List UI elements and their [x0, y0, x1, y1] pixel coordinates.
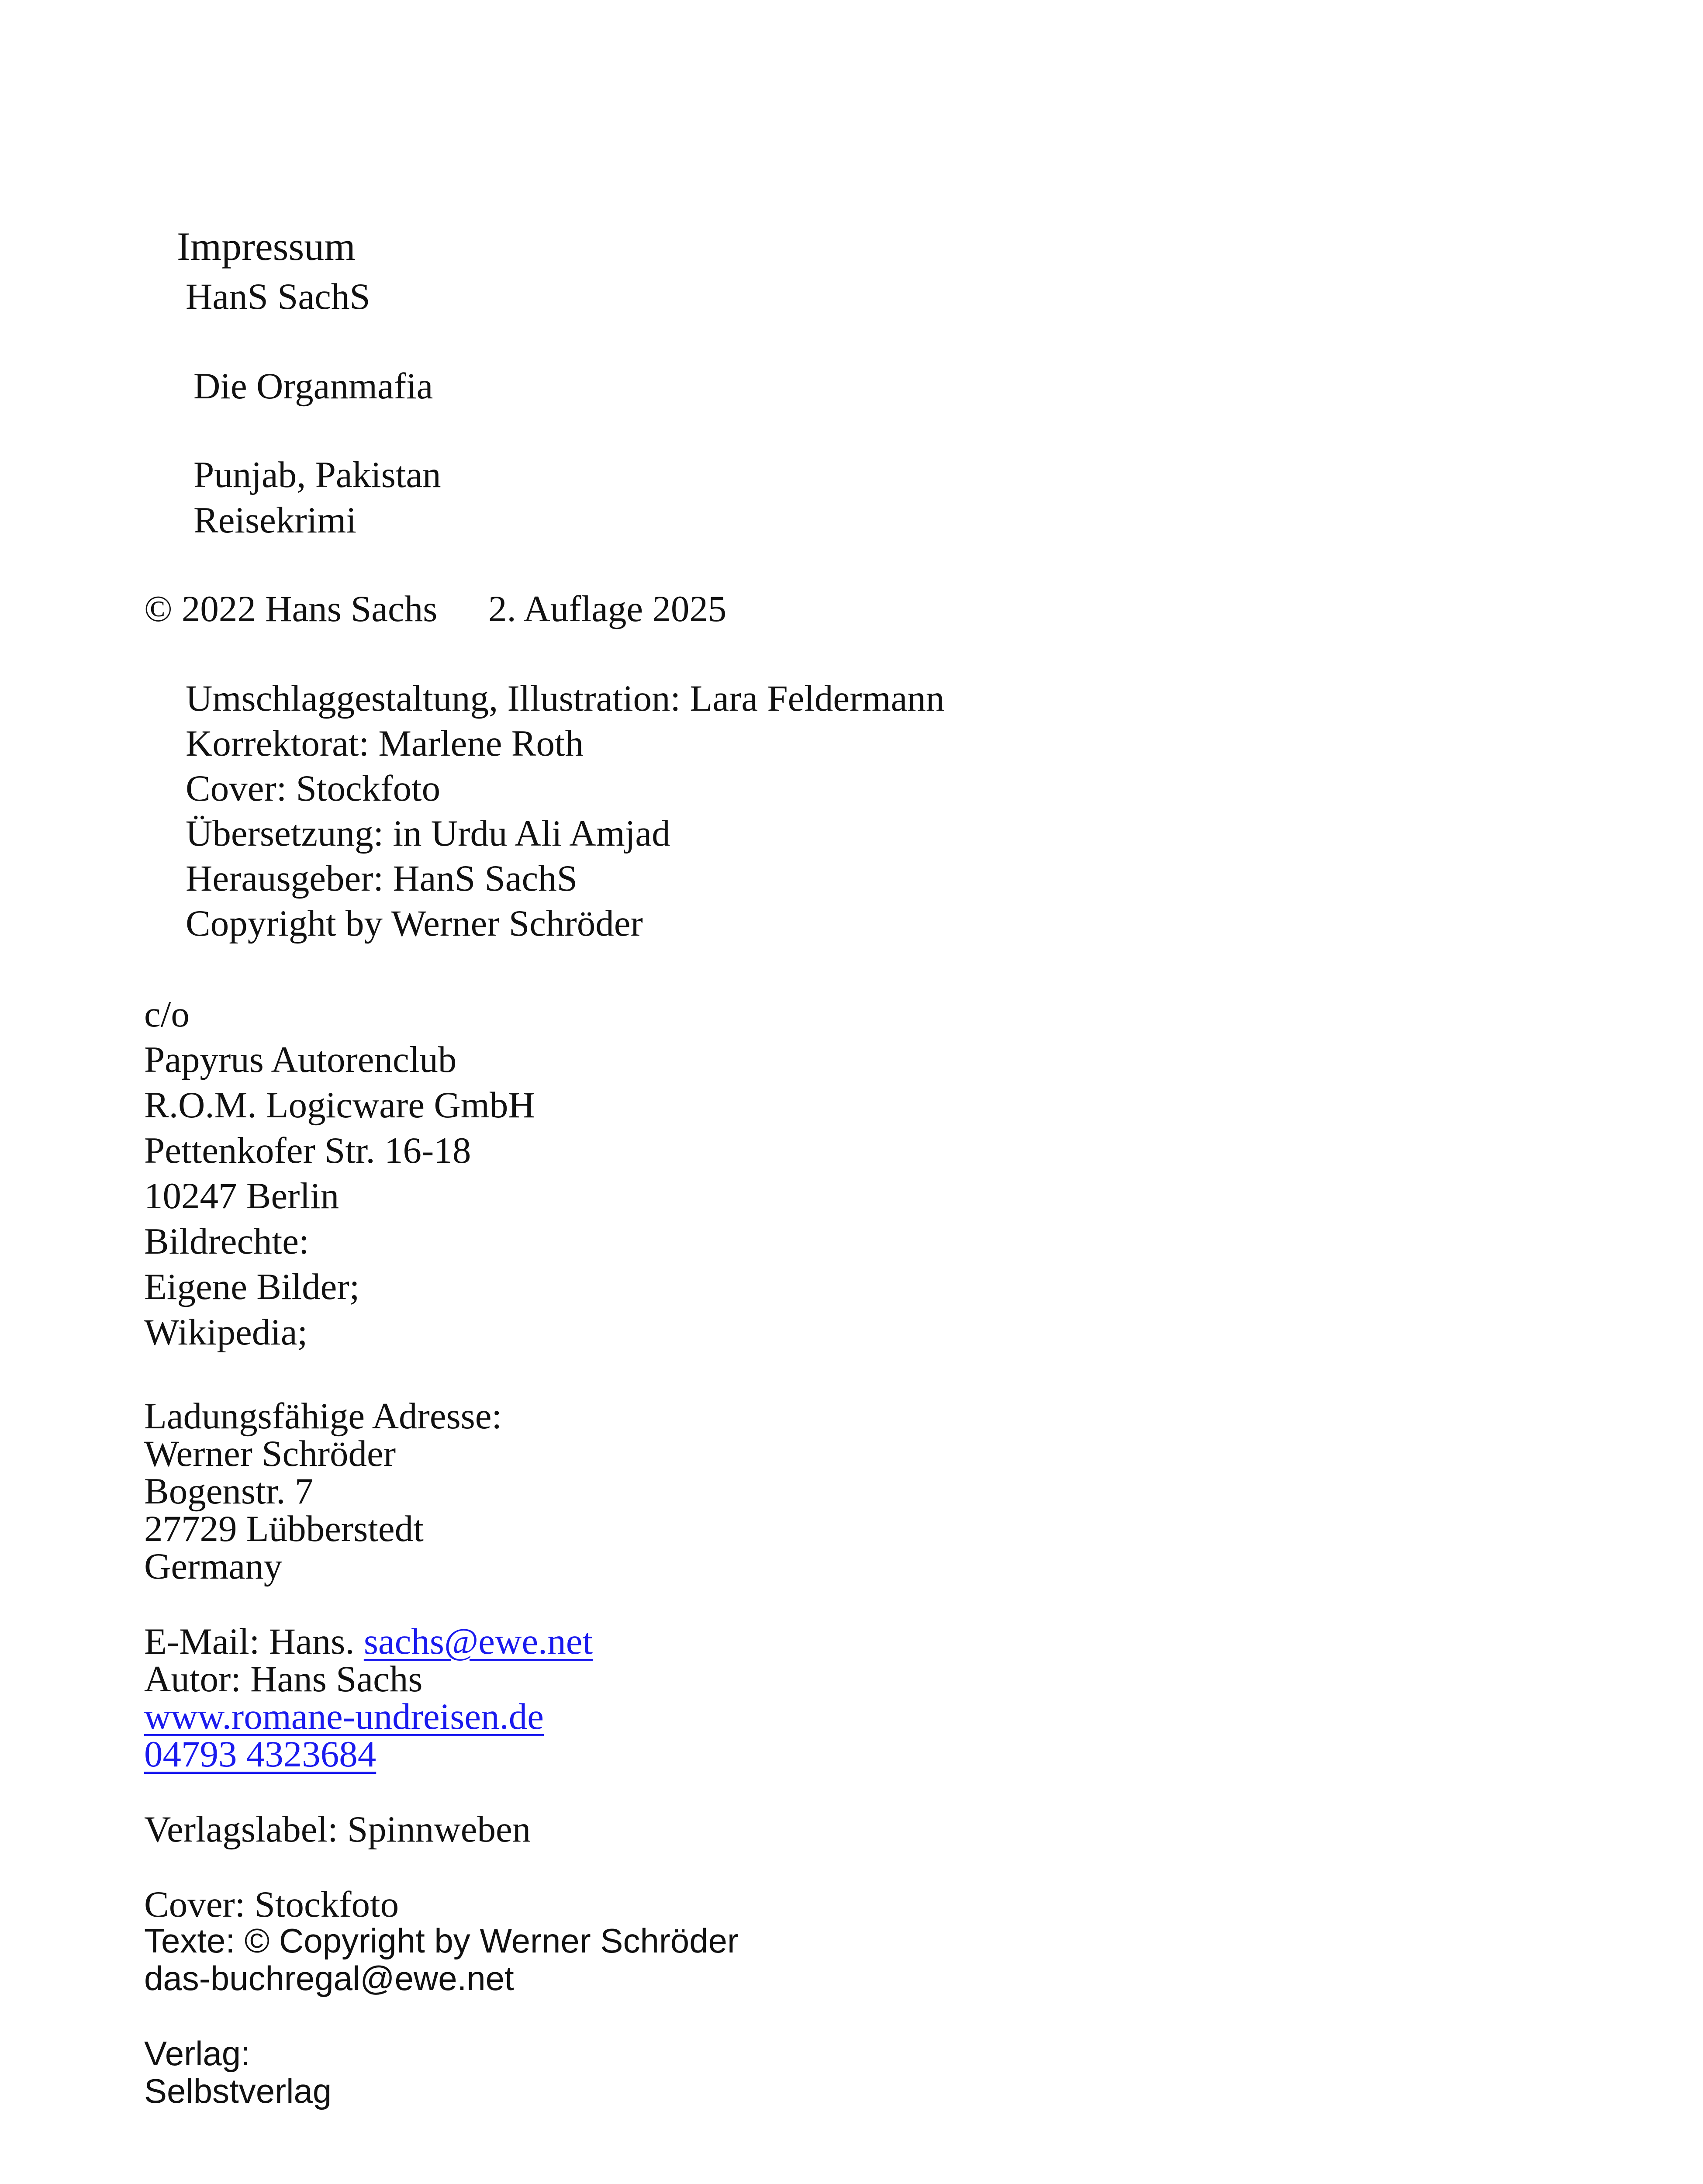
credit-cover: Cover: Stockfoto — [186, 768, 441, 809]
credit-translation: Übersetzung: in Urdu Ali Amjad — [186, 813, 670, 854]
email-link[interactable]: sachs@ewe.net — [363, 1621, 593, 1662]
author-name: HanS SachS — [186, 276, 370, 317]
publisher-label-line: Verlagslabel: Spinnweben — [144, 1809, 531, 1850]
image-rights-label: Bildrechte: — [144, 1221, 309, 1262]
website-link[interactable]: www.romane-undreisen.de — [144, 1696, 544, 1737]
author-line: Autor: Hans Sachs — [144, 1659, 423, 1700]
email-line — [144, 1623, 593, 1660]
footer-publisher-label: Verlag: — [144, 2034, 250, 2073]
phone-link[interactable]: 04793 4323684 — [144, 1734, 377, 1775]
page-title: Impressum — [177, 224, 356, 269]
footer-email: das-buchregal@ewe.net — [144, 1959, 514, 1997]
legal-address-line: Werner Schröder — [144, 1433, 396, 1474]
legal-address-line: Germany — [144, 1546, 283, 1587]
image-rights-line: Wikipedia; — [144, 1312, 308, 1353]
book-genre: Reisekrimi — [193, 500, 356, 541]
email-prefix: E-Mail: Hans. — [144, 1621, 364, 1662]
credit-proofreading: Korrektorat: Marlene Roth — [186, 723, 584, 764]
footer-cover: Cover: Stockfoto — [144, 1884, 399, 1925]
footer-texts: Texte: © Copyright by Werner Schröder — [144, 1921, 739, 1960]
credit-cover-design: Umschlaggestaltung, Illustration: Lara Feldermann — [186, 678, 945, 719]
credit-publisher: Herausgeber: HanS SachS — [186, 858, 577, 899]
address-line: R.O.M. Logicware GmbH — [144, 1085, 535, 1126]
edition-line: 2. Auflage 2025 — [488, 588, 727, 629]
legal-address-label: Ladungsfähige Adresse: — [144, 1396, 502, 1437]
legal-address-line: 27729 Lübberstedt — [144, 1508, 424, 1549]
credit-copyright: Copyright by Werner Schröder — [186, 903, 643, 944]
legal-address-line: Bogenstr. 7 — [144, 1471, 314, 1512]
address-line: c/o — [144, 994, 190, 1035]
footer-publisher: Selbstverlag — [144, 2072, 332, 2110]
image-rights-line: Eigene Bilder; — [144, 1266, 360, 1307]
book-title: Die Organmafia — [193, 366, 433, 407]
copyright-line: © 2022 Hans Sachs — [144, 588, 438, 629]
address-line: Papyrus Autorenclub — [144, 1039, 457, 1080]
book-location: Punjab, Pakistan — [193, 454, 441, 495]
address-line: Pettenkofer Str. 16-18 — [144, 1130, 471, 1171]
address-line: 10247 Berlin — [144, 1175, 339, 1216]
